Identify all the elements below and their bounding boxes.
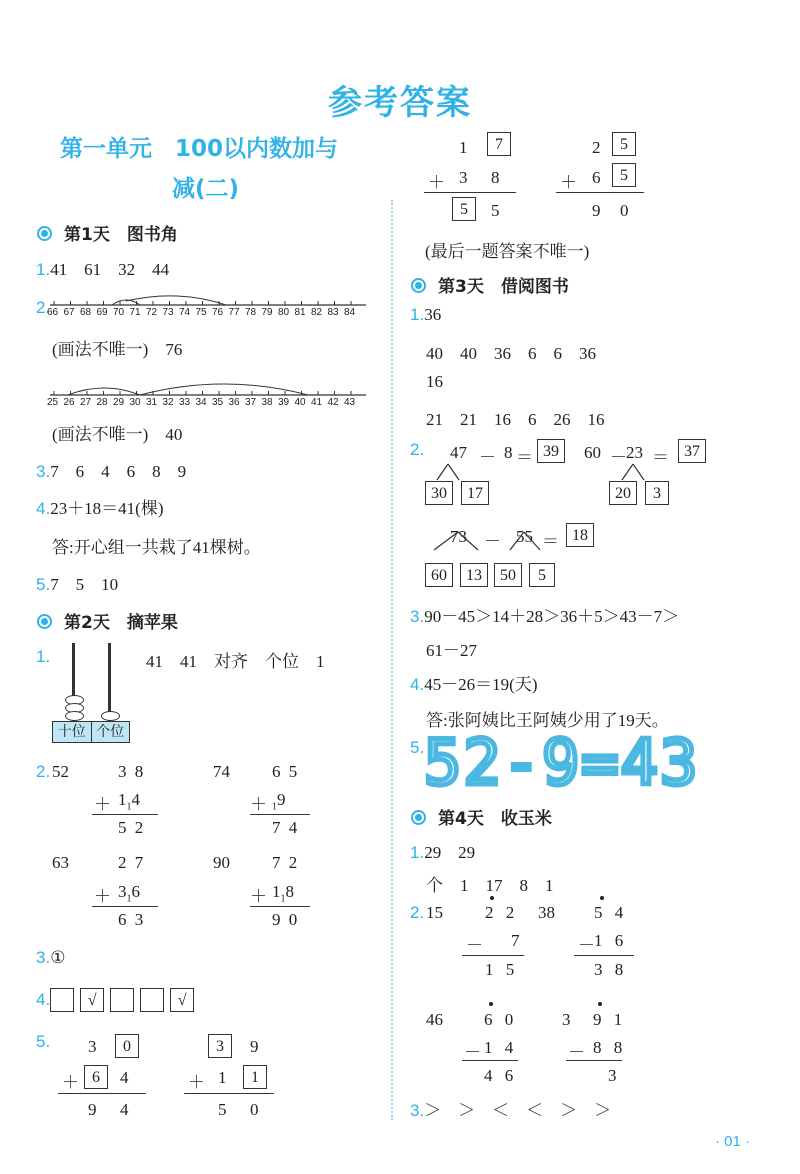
calc-minuend: 6 0: [484, 1010, 518, 1029]
day1-q2-note2: (画法不唯一) 40: [52, 425, 183, 444]
answer-box: 6: [84, 1065, 108, 1089]
calc-result: 74: [213, 762, 230, 781]
day2-note: (最后一题答案不唯一): [425, 242, 590, 261]
tick-label: 78: [245, 307, 257, 318]
sum-digit: 0: [250, 1100, 259, 1119]
bullet-ring-icon: [37, 614, 52, 629]
calc-result: 15: [426, 903, 443, 922]
day1-header: 第1天 图书角: [37, 220, 178, 245]
sum-digit: 3: [88, 1037, 97, 1056]
split-box: 30: [425, 481, 453, 505]
calc-rule: [250, 906, 310, 907]
day4-q1-line2: 个 1 17 8 1: [426, 876, 554, 895]
calc-addend-a: 3 8: [118, 762, 146, 781]
calc-result: 3: [562, 1010, 571, 1029]
calc-rule: [566, 1060, 622, 1061]
eq-operand: 60: [584, 443, 601, 462]
tick-label: 69: [96, 307, 108, 318]
borrow-dot: [600, 896, 604, 900]
sum-digit: 8: [491, 168, 500, 187]
eq-operator: －: [610, 448, 627, 467]
answer-box: 3: [208, 1034, 232, 1058]
tick-label: 25: [47, 397, 59, 408]
eq-equals: ＝: [516, 448, 533, 467]
check-box: √: [170, 988, 194, 1012]
tick-label: 83: [327, 307, 339, 318]
calc-rule: [556, 192, 644, 193]
calc-operator: －: [578, 936, 595, 955]
calc-operator: ＋: [250, 795, 267, 814]
calc-operator: －: [568, 1043, 585, 1062]
day1-q2-num: 2.: [36, 298, 51, 317]
calc-difference: 3 8: [594, 960, 628, 979]
tick-label: 84: [344, 307, 356, 318]
day1-q2-note1: (画法不唯一) 76: [52, 340, 183, 359]
answer-box: 5: [612, 132, 636, 156]
calc-subtrahend: 8 8: [593, 1038, 627, 1057]
calc-addend-a: 6 5: [272, 762, 300, 781]
calc-result: 90: [213, 853, 230, 872]
check-box: [50, 988, 74, 1012]
eq-operand: 55: [516, 527, 533, 546]
calc-result: 38: [538, 903, 555, 922]
calc-rule: [462, 1060, 518, 1061]
tick-label: 66: [47, 307, 59, 318]
day2-q1-text: 41 41 对齐 个位 1: [146, 652, 325, 671]
day1-q5: 5.7 5 10: [36, 575, 119, 594]
eq-operator: －: [479, 448, 496, 467]
page-number: · 01 ·: [714, 1133, 750, 1150]
check-box: [140, 988, 164, 1012]
day1-q1: 1.41 61 32 44: [36, 260, 170, 279]
answer-box: 18: [566, 523, 594, 547]
eq-operand: 73: [450, 527, 467, 546]
split-box: 13: [460, 563, 488, 587]
day3-q1-line3: 16: [426, 372, 443, 391]
day1-q4: 4.23＋18＝41(棵): [36, 499, 164, 518]
tick-label: 43: [344, 397, 356, 408]
bullet-ring-icon: [411, 278, 426, 293]
sum-digit: 3: [459, 168, 468, 187]
calc-difference: 4 6: [484, 1066, 518, 1085]
calc-sum: 9 0: [272, 910, 300, 929]
split-box: 20: [609, 481, 637, 505]
tick-label: 35: [212, 397, 224, 408]
sum-operator: ＋: [560, 173, 577, 192]
tick-label: 36: [228, 397, 240, 408]
day3-q2-num: 2.: [410, 440, 425, 459]
day3-q1-line4: 21 21 16 6 26 16: [426, 410, 605, 429]
day3-q3-line2: 61－27: [426, 641, 477, 660]
answer-box: 0: [115, 1034, 139, 1058]
sum-digit: 5: [491, 201, 500, 220]
bullet-ring-icon: [411, 810, 426, 825]
answer-box: 5: [612, 163, 636, 187]
sum-digit: 9: [88, 1100, 97, 1119]
sum-digit: 9: [592, 201, 601, 220]
day3-q1-line2: 40 40 36 6 6 36: [426, 344, 596, 363]
tick-label: 70: [113, 307, 125, 318]
tick-label: 33: [179, 397, 191, 408]
calc-rule: [58, 1093, 146, 1094]
tick-label: 29: [113, 397, 125, 408]
unit-title-line2: 减(二): [172, 176, 240, 202]
tick-label: 82: [311, 307, 323, 318]
day3-q5-num: 5.: [410, 738, 425, 757]
eq-equals: ＝: [542, 532, 559, 551]
day2-header: 第2天 摘苹果: [37, 608, 178, 633]
matchstick-equation: 52-9=43: [424, 726, 700, 799]
eq-operand: 8: [504, 443, 513, 462]
calc-operator: ＋: [94, 887, 111, 906]
day4-header: 第4天 收玉米: [411, 804, 552, 829]
sum-digit: 1: [218, 1068, 227, 1087]
calc-difference: 1 5: [485, 960, 519, 979]
day4-q2-num: 2.: [410, 903, 425, 922]
sum-operator: ＋: [62, 1073, 79, 1092]
sum-digit: 9: [250, 1037, 259, 1056]
calc-result: 52: [52, 762, 69, 781]
abacus-label-tens: 十位: [53, 722, 92, 742]
borrow-dot: [489, 1002, 493, 1006]
tick-label: 73: [162, 307, 174, 318]
tick-label: 30: [129, 397, 141, 408]
eq-operand: 23: [626, 443, 643, 462]
sum-operator: ＋: [188, 1073, 205, 1092]
calc-rule: [250, 814, 310, 815]
tick-label: 80: [278, 307, 290, 318]
tick-label: 71: [129, 307, 141, 318]
calc-subtrahend: 1 4: [484, 1038, 518, 1057]
sum-digit: 4: [120, 1068, 129, 1087]
tick-label: 34: [195, 397, 207, 408]
tick-label: 42: [327, 397, 339, 408]
tick-label: 40: [294, 397, 306, 408]
calc-difference: 3: [608, 1066, 617, 1085]
tick-label: 38: [261, 397, 273, 408]
tick-label: 75: [195, 307, 207, 318]
calc-subtrahend: 7: [511, 931, 520, 950]
split-box: 5: [529, 563, 555, 587]
calc-rule: [92, 814, 158, 815]
tick-label: 68: [80, 307, 92, 318]
tick-label: 77: [228, 307, 240, 318]
sum-digit: 6: [592, 168, 601, 187]
check-box: [110, 988, 134, 1012]
number-line-2: [48, 375, 368, 415]
calc-rule: [424, 192, 516, 193]
calc-operator: ＋: [250, 887, 267, 906]
day1-q4-answer: 答:开心组一共栽了41棵树。: [52, 538, 261, 557]
calc-addend-b: $1_18$: [272, 882, 294, 905]
split-box: 50: [494, 563, 522, 587]
day3-q3-line1: 3.90－45＞14＋28＞36＋5＞43－7＞: [410, 607, 680, 626]
eq-operator: －: [484, 532, 501, 551]
day3-q4-answer: 答:张阿姨比王阿姨少用了19天。: [426, 711, 669, 730]
eq-equals: ＝: [652, 448, 669, 467]
tick-label: 32: [162, 397, 174, 408]
calc-operator: －: [466, 936, 483, 955]
abacus-image: [52, 643, 132, 743]
tick-label: 26: [63, 397, 75, 408]
calc-rule: [92, 906, 158, 907]
day3-q4: 4.45－26＝19(天): [410, 675, 538, 694]
sum-digit: 2: [592, 138, 601, 157]
split-box: 17: [461, 481, 489, 505]
column-divider: [391, 200, 393, 1120]
unit-title-line1: 第一单元 100以内数加与: [60, 136, 339, 162]
split-box: 60: [425, 563, 453, 587]
day2-q4: 4. √ √: [36, 988, 194, 1012]
day2-q2-num: 2.: [36, 762, 51, 781]
abacus-label-ones: 个位: [96, 724, 125, 740]
sum-digit: 0: [620, 201, 629, 220]
day4-q3: 3.＞ ＞ ＜ ＜ ＞ ＞: [410, 1101, 612, 1120]
split-box: 3: [645, 481, 669, 505]
borrow-dot: [598, 1002, 602, 1006]
day3-header: 第3天 借阅图书: [411, 272, 569, 297]
calc-rule: [462, 955, 524, 956]
calc-operator: －: [464, 1043, 481, 1062]
calc-minuend: 2 2: [485, 903, 519, 922]
calc-sum: 5 2: [118, 818, 146, 837]
calc-addend-b: $1_14$: [118, 790, 140, 813]
answer-box: 37: [678, 439, 706, 463]
day1-q3: 3.7 6 4 6 8 9: [36, 462, 187, 481]
tick-label: 39: [278, 397, 290, 408]
tick-label: 27: [80, 397, 92, 408]
tick-label: 31: [146, 397, 158, 408]
day4-q1-line1: 1.29 29: [410, 843, 476, 862]
calc-operator: ＋: [94, 795, 111, 814]
tick-label: 37: [245, 397, 257, 408]
tick-label: 81: [294, 307, 306, 318]
day2-q1-num: 1.: [36, 647, 51, 666]
answer-box: 1: [243, 1065, 267, 1089]
calc-subtrahend: 1 6: [594, 931, 628, 950]
answer-box: 5: [452, 197, 476, 221]
day2-q3: 3.①: [36, 948, 66, 967]
tick-label: 28: [96, 397, 108, 408]
tick-label: 79: [261, 307, 273, 318]
tick-label: 74: [179, 307, 191, 318]
check-box: √: [80, 988, 104, 1012]
calc-addend-a: 2 7: [118, 853, 146, 872]
sum-operator: ＋: [428, 173, 445, 192]
calc-addend-b: $3_16$: [118, 882, 140, 905]
sum-digit: 5: [218, 1100, 227, 1119]
calc-minuend: 5 4: [594, 903, 628, 922]
calc-sum: 6 3: [118, 910, 146, 929]
day3-q1-line1: 1.36: [410, 305, 442, 324]
number-line-1: [48, 285, 368, 325]
page-title: 参考答案: [328, 83, 472, 123]
calc-addend-b: $_1$9: [272, 790, 286, 813]
answer-box: 7: [487, 132, 511, 156]
sum-digit: 1: [459, 138, 468, 157]
answer-box: 39: [537, 439, 565, 463]
calc-sum: 7 4: [272, 818, 300, 837]
calc-rule: [184, 1093, 274, 1094]
tick-label: 76: [212, 307, 224, 318]
calc-result: 46: [426, 1010, 443, 1029]
borrow-dot: [490, 896, 494, 900]
sum-digit: 4: [120, 1100, 129, 1119]
calc-minuend: 9 1: [593, 1010, 627, 1029]
tick-label: 41: [311, 397, 323, 408]
eq-operand: 47: [450, 443, 467, 462]
tick-label: 67: [63, 307, 75, 318]
calc-addend-a: 7 2: [272, 853, 300, 872]
day2-q5-num: 5.: [36, 1032, 51, 1051]
bullet-ring-icon: [37, 226, 52, 241]
calc-result: 63: [52, 853, 69, 872]
calc-rule: [574, 955, 634, 956]
tick-label: 72: [146, 307, 158, 318]
